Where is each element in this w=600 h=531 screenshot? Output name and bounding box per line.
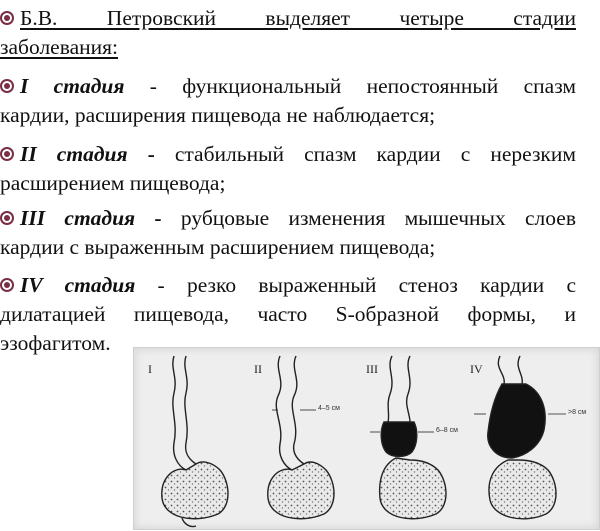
stage-4-label: IV стадия — [20, 273, 136, 297]
stage-1-dash: - — [124, 74, 183, 98]
figure-stage-label-4: IV — [470, 362, 483, 376]
stage-2-line-2: расширением пищевода; — [0, 171, 226, 195]
diagram-stage-1 — [162, 356, 228, 527]
stage-1-text: функциональный непостоянный спазм — [182, 74, 576, 98]
stage-3-line-1 — [0, 205, 576, 231]
stage-4-line-3: эзофагитом. — [0, 331, 111, 355]
stage-1-label: I стадия — [20, 74, 125, 98]
stage-4-line-2: дилатацией пищевода, часто S-образной формы, и — [0, 302, 576, 326]
stage-2-text: стабильный спазм кардии с нерезким — [174, 142, 576, 166]
figure-measure-label-3: 6–8 см — [436, 427, 458, 434]
stage-4-dash: - — [135, 273, 187, 297]
stage-4-text: резко выраженный стеноз кардии с — [186, 273, 576, 297]
stage-3-line-2: кардии с выраженным расширением пищевода; — [0, 235, 436, 259]
stage-2-label: II стадия — [20, 142, 128, 166]
intro-line-2: заболевания: — [0, 35, 118, 59]
intro-line-1: Б.В. Петровский выделяет четыре стадии — [20, 6, 576, 30]
figure-stage-label-2: II — [254, 362, 262, 376]
diagram-stage-2 — [268, 356, 334, 519]
stage-3-label: III стадия — [20, 206, 136, 230]
stage-4-line-1 — [0, 272, 576, 298]
stage-2-dash: - — [127, 142, 175, 166]
figure-stage-label-3: III — [366, 362, 378, 376]
stages-figure — [133, 347, 600, 530]
figure-measure-label-4: >8 см — [568, 409, 587, 416]
stage-3-dash: - — [135, 206, 181, 230]
stage-1-line-1 — [0, 73, 576, 99]
diagram-stage-3 — [370, 356, 446, 519]
figure-stage-label-1: I — [148, 362, 152, 376]
figure-measure-label-2: 4–5 см — [318, 405, 340, 412]
diagram-stage-4 — [474, 356, 566, 519]
stage-1-line-2: кардии, расширения пищевода не наблюдается; — [0, 103, 436, 127]
stage-3-text: рубцовые изменения мышечных слоев — [180, 206, 576, 230]
stage-2-line-1 — [0, 141, 576, 167]
